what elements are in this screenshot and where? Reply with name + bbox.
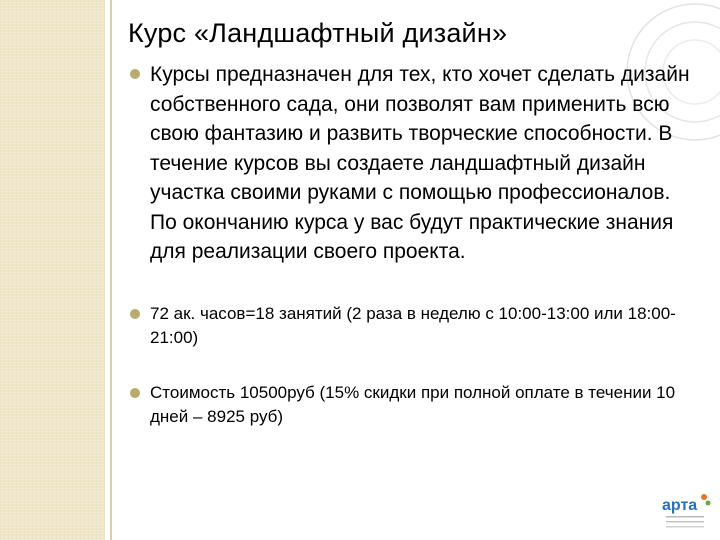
bullet-dot-icon	[130, 69, 140, 79]
side-divider-line	[110, 0, 112, 540]
decorative-side-panel	[0, 0, 105, 540]
logo-line-2	[666, 521, 704, 523]
bullet-dot-icon	[130, 388, 140, 398]
bullet-item-price	[128, 381, 700, 429]
bullet-text: 72 ак. часов=18 занятий (2 раза в неделю с 10:00-13:00 или 18:00-21:00)	[150, 303, 676, 347]
logo-dot-orange	[701, 494, 707, 500]
logo-line-3	[666, 526, 704, 528]
bullet-text: Стоимость 10500руб (15% скидки при полной оплате в течении 10 дней – 8925 руб)	[150, 382, 676, 426]
arta-logo-icon	[660, 490, 712, 534]
logo-dot-green	[706, 501, 711, 506]
bullet-text: Курсы предназначен для тех, кто хочет сделать дизайн собственного сада, они позволят вам применить всю свою фантазию и развить творческие способности. В течение курсов вы создаете ландшафтный дизайн участка своими руками с помощью профессионалов. По окончанию курса у вас будут практические знания для реализации своего проекта.	[150, 63, 690, 263]
bullet-list	[128, 60, 700, 429]
bullet-dot-icon	[130, 309, 140, 319]
bullet-item-description	[128, 60, 700, 267]
logo-text: арта	[662, 497, 698, 514]
logo-line-1	[666, 516, 704, 518]
bullet-item-schedule	[128, 302, 700, 350]
slide-title: Курс «Ландшафтный дизайн»	[128, 18, 508, 48]
